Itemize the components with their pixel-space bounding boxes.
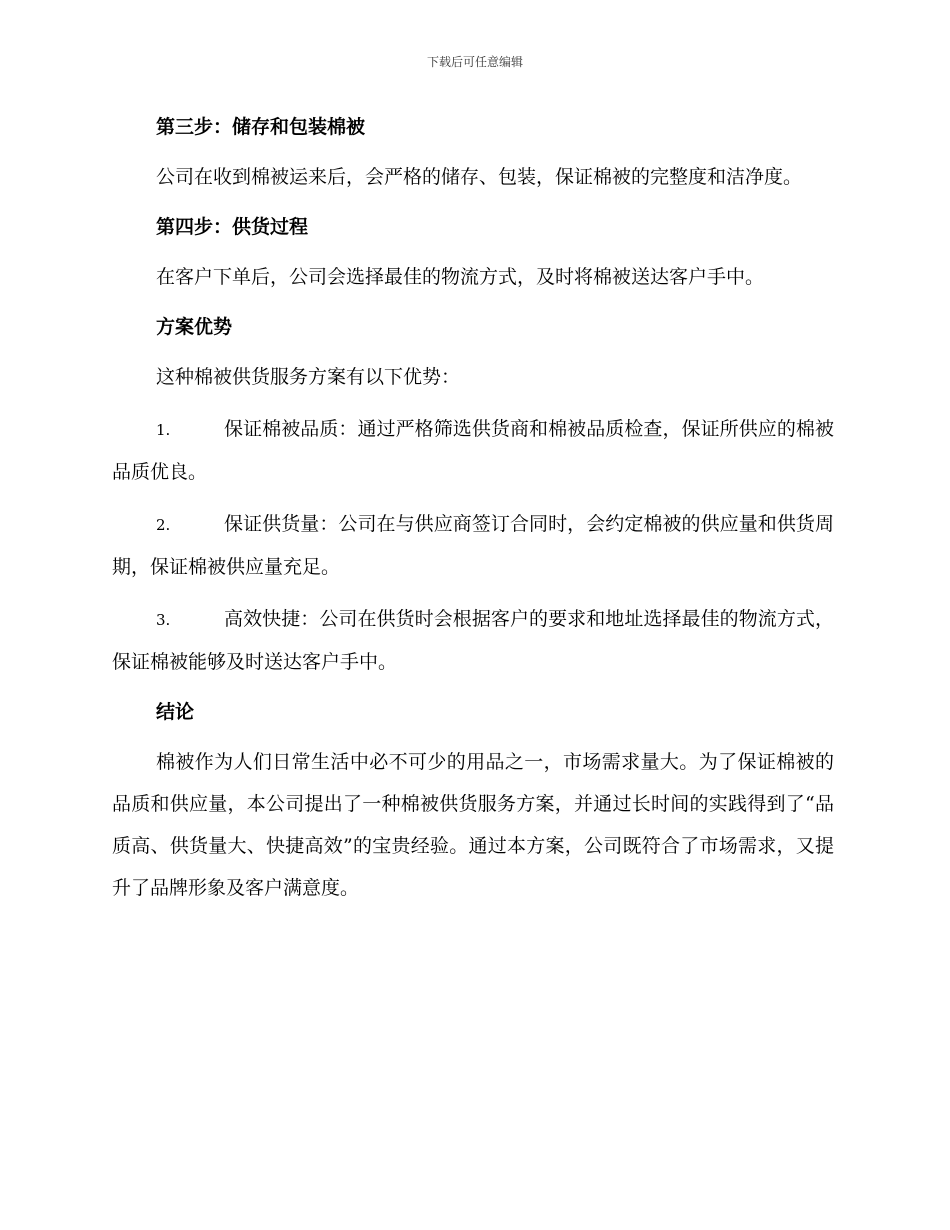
paragraph-step4: 在客户下单后，公司会选择最佳的物流方式，及时将棉被送达客户手中。 <box>156 266 765 288</box>
section-heading-conclusion: 结论 <box>156 701 195 723</box>
list-number: 3. <box>156 611 171 629</box>
list-item <box>112 503 834 588</box>
section-heading-advantages: 方案优势 <box>156 316 233 338</box>
list-text: 高效快捷：公司在供货时会根据客户的要求和地址选择最佳的物流方式，保证棉被能够及时送达客户手中。 <box>112 608 834 673</box>
list-text: 保证棉被品质：通过严格筛选供货商和棉被品质检查，保证所供应的棉被品质优良。 <box>112 418 834 483</box>
paragraph-step3: 公司在收到棉被运来后，会严格的储存、包装，保证棉被的完整度和洁净度。 <box>156 166 803 188</box>
list-number: 1. <box>156 421 171 439</box>
document-body <box>112 108 834 919</box>
list-text: 保证供货量：公司在与供应商签订合同时，会约定棉被的供应量和供货周期，保证棉被供应量充足。 <box>112 513 834 578</box>
section-heading-step4: 第四步：供货过程 <box>156 216 309 238</box>
section-heading-step3: 第三步：储存和包装棉被 <box>156 116 366 138</box>
page-header: 下载后可任意编辑 <box>426 55 523 69</box>
list-item <box>112 598 834 683</box>
paragraph-advantages-intro: 这种棉被供货服务方案有以下优势： <box>156 366 461 388</box>
list-item <box>112 408 834 493</box>
list-number: 2. <box>156 516 171 534</box>
paragraph-conclusion: 棉被作为人们日常生活中必不可少的用品之一，市场需求量大。为了保证棉被的品质和供应量，本公司提出了一种棉被供货服务方案，并通过长时间的实践得到了“品质高、供货量大、快捷高效”的宝贵经验。通过本方案，公司既符合了市场需求，又提升了品牌形象及客户满意度。 <box>112 751 834 899</box>
